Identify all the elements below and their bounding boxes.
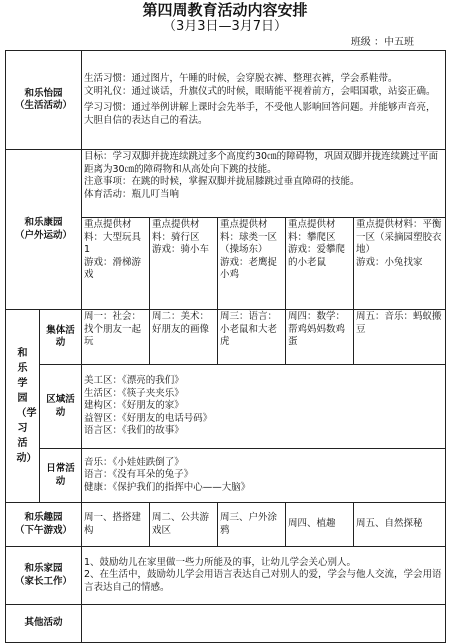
- area-item: 美工区：《漂亮的我们》: [84, 375, 184, 387]
- life-habit: 生活习惯：通过图片，午睡的时候，会穿脱衣裤、整理衣裤，学会系鞋带。: [84, 73, 398, 84]
- health-goal-row: [6, 150, 446, 218]
- health-day-5: 重点提供材料：平衡一区（采摘园塑胶衣地） 游戏：小兔找家: [354, 218, 446, 310]
- daily-row: [6, 449, 446, 503]
- fun-label: 和乐趣园 （下午游戏）: [6, 503, 82, 547]
- health-day-4: 重点提供材料：攀爬区 游戏：爱攀爬的小老鼠: [286, 218, 354, 310]
- daily-item: 语言：《没有耳朵的兔子》: [84, 469, 194, 481]
- fun-day-5: 周五、自然探秘: [354, 503, 446, 547]
- fun-day-4: 周四、植趣: [286, 503, 354, 547]
- area-content: [82, 365, 446, 449]
- home-content: [82, 547, 446, 605]
- health-day-2: 重点提供材料：骑行区 游戏：骑小车: [150, 218, 218, 310]
- home-row: [6, 547, 446, 605]
- area-item: 语言区：《我们的故事》: [84, 425, 184, 437]
- schedule-table: [5, 50, 446, 643]
- health-label: 和乐康园 （户外运动）: [6, 150, 82, 310]
- class-label: 班级 ：中五班: [350, 37, 414, 48]
- other-label: 其他活动: [6, 605, 82, 643]
- group-day-4: 周四：数学：帮鸡妈妈数鸡蛋: [286, 310, 354, 365]
- fun-day-1: 周一、搭搭建构: [82, 503, 150, 547]
- daily-label: 日常活动: [40, 449, 82, 503]
- daily-item: 健康：《保护我们的指挥中心——大脑》: [84, 481, 251, 493]
- life-study: 学习习惯：通过举例讲解上课时会先举手，不受他人影响回答问题。并能够声音亮，大胆自信的表达自己的看法。: [84, 102, 436, 126]
- life-row: [6, 51, 446, 150]
- area-item: 生活区：《筷子夹夹乐》: [84, 387, 184, 399]
- health-pe: 体育活动：瓶儿叮当响: [84, 188, 180, 200]
- group-label: 集体活动: [40, 310, 82, 365]
- health-notice: 注意事项：在跳的时候，掌握双脚并拢屈膝跳过垂直障碍的技能。: [84, 176, 360, 187]
- date-range: （3月3日—3月7日）: [162, 19, 288, 34]
- page-title: 第四周教育活动内容安排: [142, 1, 308, 19]
- area-label: 区域活动: [40, 365, 82, 449]
- daily-content: [82, 449, 446, 503]
- area-row: [6, 365, 446, 449]
- health-day-1: 重点提供材料：大型玩具1 游戏：滑梯游戏: [82, 218, 150, 310]
- area-item: 益智区：《好朋友的电话号码》: [84, 412, 213, 424]
- health-goal: [82, 150, 446, 218]
- fun-day-2: 周二、公共游戏区: [150, 503, 218, 547]
- fun-row: [6, 503, 446, 547]
- daily-item: 音乐：《小娃娃跌倒了》: [84, 456, 184, 468]
- health-goal-text: 目标：学习双脚并拢连续跳过多个高度约30㎝的障碍物，巩固双脚并拢连续跳过平面距离为30㎝的障碍物和从高处向下跳的技能。: [84, 151, 439, 175]
- fun-day-3: 周三、户外涂鸦: [218, 503, 286, 547]
- learning-label: 和乐学园（学习活动）: [6, 310, 40, 503]
- life-content: [82, 51, 446, 150]
- life-label: 和乐怡园 （生活活动）: [6, 51, 82, 150]
- group-day-5: 周五：音乐：蚂蚁搬豆: [354, 310, 446, 365]
- home-item-1: 1、鼓励幼儿在家里做一些力所能及的事，让幼儿学会关心别人。: [84, 556, 357, 568]
- group-row: [6, 310, 446, 365]
- other-content: [82, 605, 446, 643]
- health-day-3: 重点提供材料：球类一区（操场东） 游戏：老鹰捉小鸡: [218, 218, 286, 310]
- group-day-3: 周三：语言：小老鼠和大老虎: [218, 310, 286, 365]
- other-row: [6, 605, 446, 643]
- area-item: 建构区：《好朋友的家》: [84, 400, 184, 412]
- fun-day-4-note: 植趣: [316, 518, 336, 530]
- home-item-2: 2、在生活中，鼓励幼儿学会用语言表达自己对别人的爱，学会与他人交流，学会用语言表达自己的情感。: [84, 569, 442, 593]
- group-day-1: 周一：社会：找个朋友一起玩: [82, 310, 150, 365]
- group-day-2: 周二：美术：好朋友的画像: [150, 310, 218, 365]
- home-label: 和乐家园 （家长工作）: [6, 547, 82, 605]
- life-manners: 文明礼仪：通过谈话，升旗仪式的时候，眼睛能平视着前方，会唱国歌，站姿正确。: [84, 85, 436, 97]
